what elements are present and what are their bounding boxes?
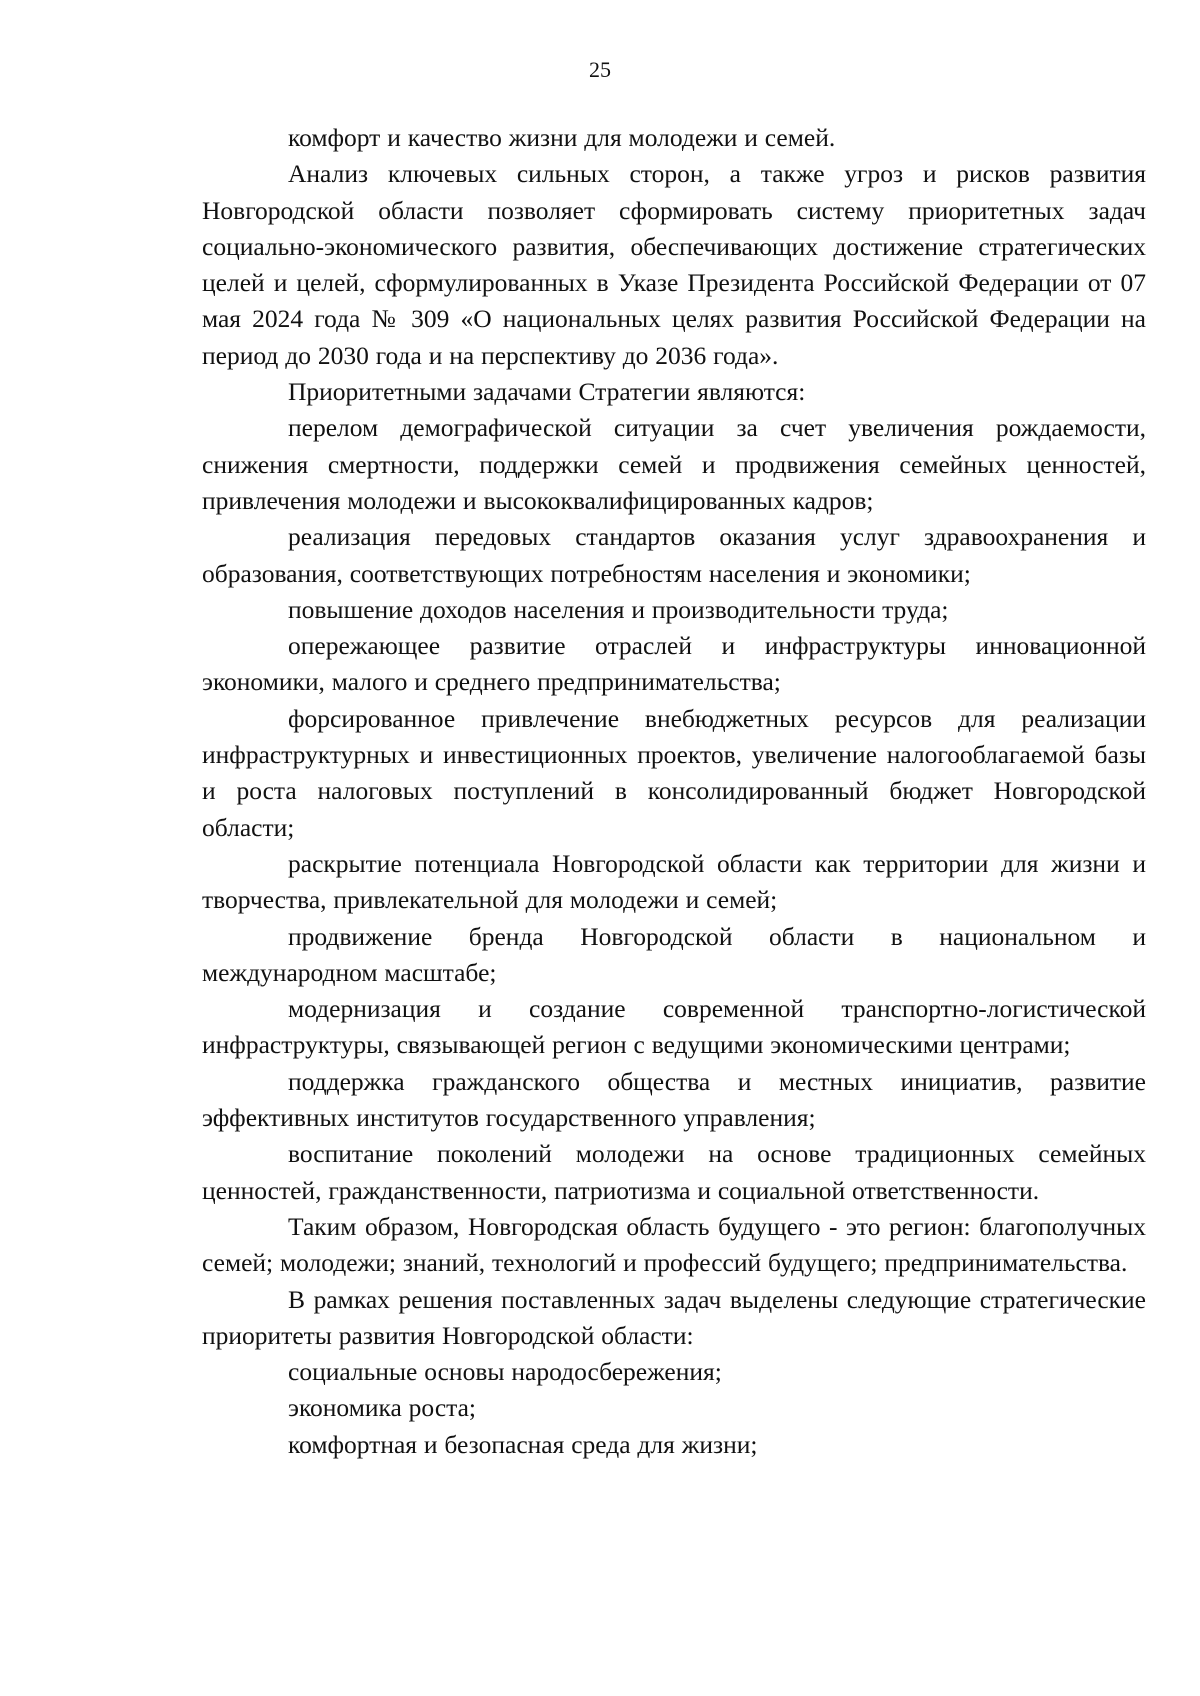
list-item-innovation: опережающее развитие отраслей и инфраструктуры инновационной экономики, малого и среднего предпринимательства;	[202, 631, 1146, 697]
page-number: 25	[589, 57, 611, 82]
list-item-transport: модернизация и создание современной транспортно-логистической инфраструктуры, связывающей регион с ведущими экономическими центрами;	[202, 994, 1146, 1060]
list-item-brand: продвижение бренда Новгородской области в национальном и международном масштабе;	[202, 921, 1146, 987]
list-item-civil-society: поддержка гражданского общества и местных инициатив, развитие эффективных институтов государственного управления;	[202, 1066, 1146, 1133]
paragraph-continuation: комфорт и качество жизни для молодежи и семей.	[288, 123, 836, 152]
list-item-youth-education: воспитание поколений молодежи на основе традиционных семейных ценностей, гражданственности, патриотизма и социальной ответственности.	[202, 1139, 1146, 1205]
list-item-demography: перелом демографической ситуации за счет увеличения рождаемости, снижения смертности, поддержки семей и продвижения семейных ценностей, привлечения молодежи и высококвалифицированных кадров;	[202, 413, 1146, 515]
document-body	[202, 120, 1146, 1463]
list-item-income: повышение доходов населения и производительности труда;	[288, 594, 949, 624]
list-item-territory-potential: раскрытие потенциала Новгородской области как территории для жизни и творчества, привлекательной для молодежи и семей;	[202, 848, 1146, 915]
paragraph-strategic-priorities-intro: В рамках решения поставленных задач выделены следующие стратегические приоритеты развития Новгородской области:	[202, 1284, 1146, 1350]
list-item-healthcare-education: реализация передовых стандартов оказания услуг здравоохранения и образования, соответствующих потребностям населения и экономики;	[202, 522, 1146, 588]
list-item-comfortable-environment: комфортная и безопасная среда для жизни;	[288, 1429, 758, 1459]
list-item-social-foundations: социальные основы народосбережения;	[288, 1357, 722, 1387]
list-item-economy-growth: экономика роста;	[288, 1393, 476, 1423]
paragraph-analysis: Анализ ключевых сильных сторон, а также угроз и рисков развития Новгородской области позволяет сформировать систему приоритетных задач социально-экономического развития, обеспечивающих достижение стратегических целей и целей, сформулированных в Указе Президента Российской Федерации от 07 мая 2024 года № 309 «О национальных целях развития Российской Федерации на период до 2030 года и на перспективу до 2036 года».	[202, 159, 1146, 370]
list-item-investment: форсированное привлечение внебюджетных ресурсов для реализации инфраструктурных и инвестиционных проектов, увеличение налогооблагаемой базы и роста налоговых поступлений в консолидированный бюджет Новгородской области;	[202, 703, 1146, 842]
paragraph-priority-tasks-intro: Приоритетными задачами Стратегии являются:	[288, 377, 806, 407]
paragraph-future-region: Таким образом, Новгородская область будущего - это регион: благополучных семей; молодежи; знаний, технологий и профессий будущего; предпринимательства.	[202, 1211, 1146, 1278]
